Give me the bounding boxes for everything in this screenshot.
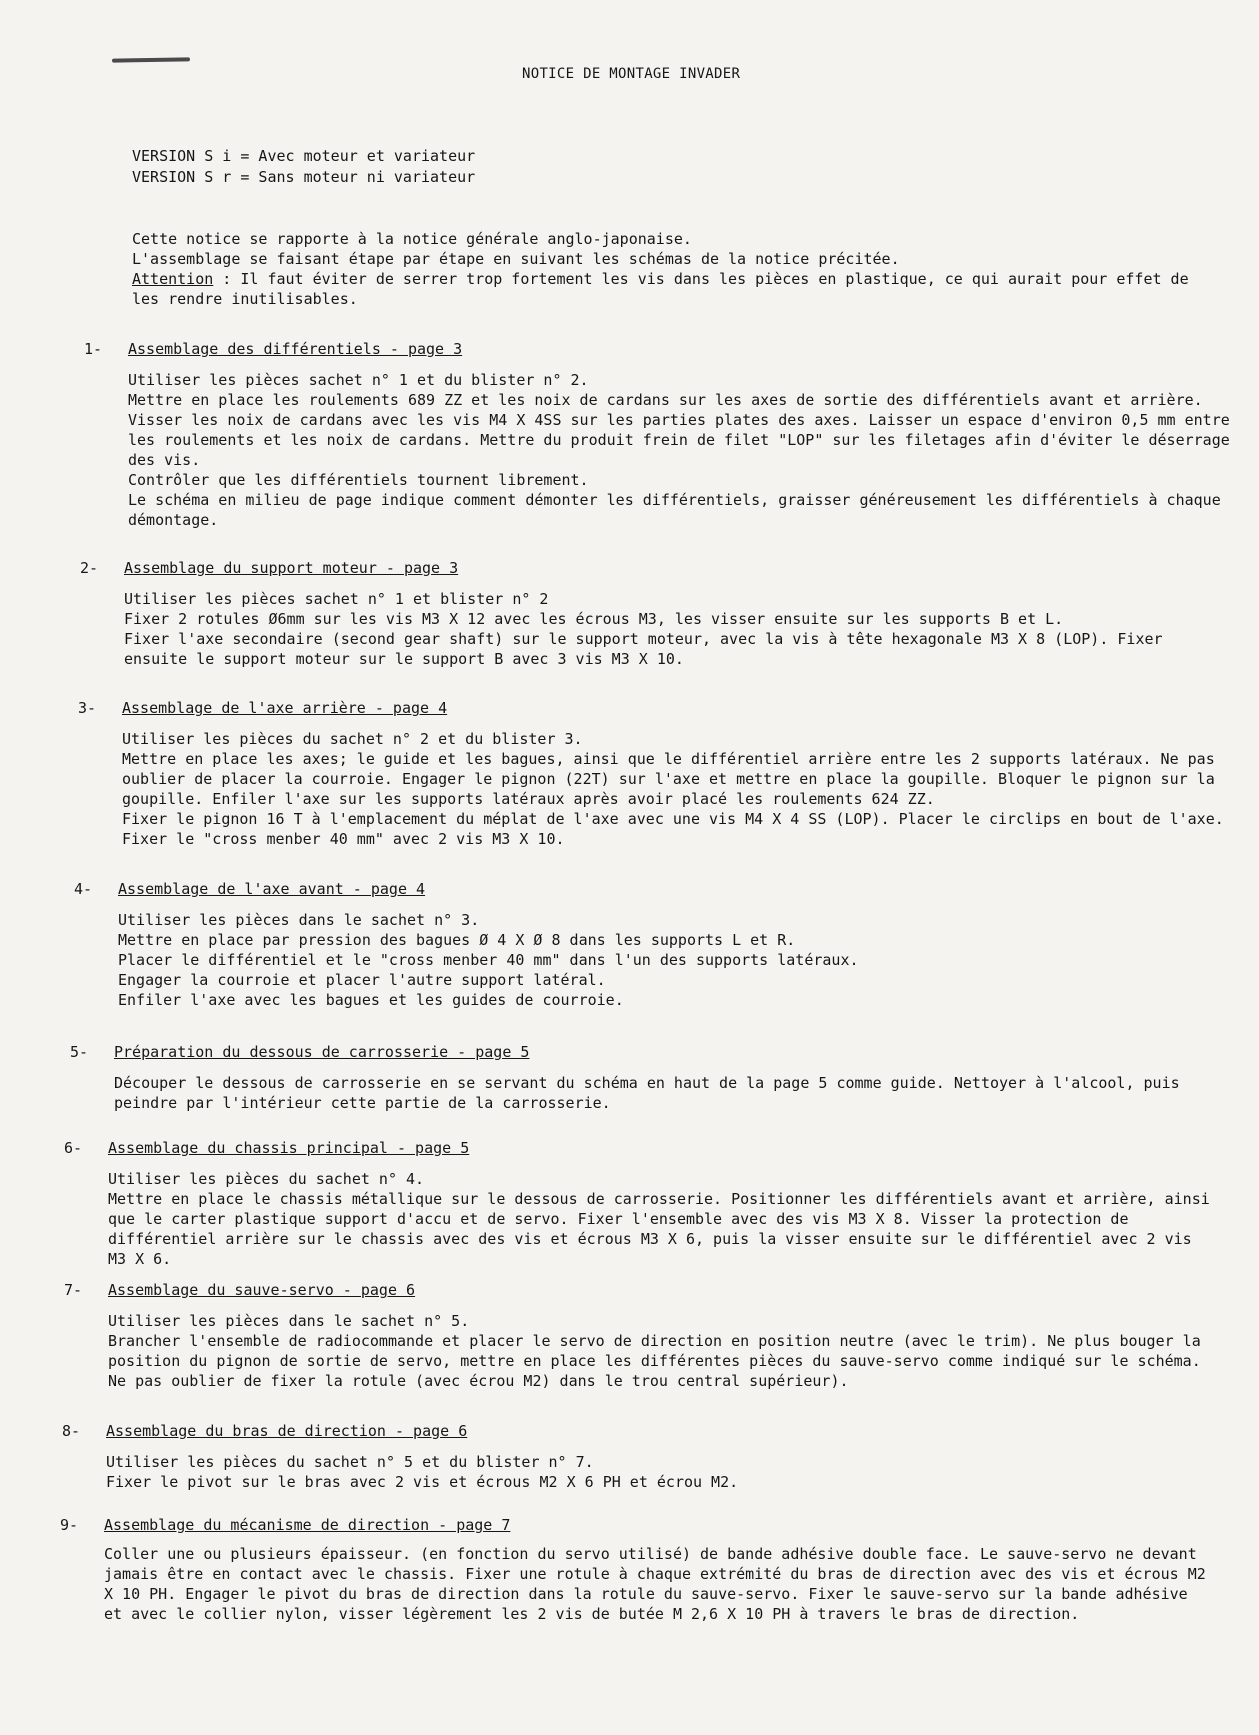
section-body bbox=[114, 1073, 1224, 1113]
section-title: Assemblage du bras de direction - page 6 bbox=[106, 1422, 468, 1440]
section-title: Assemblage de l'axe avant - page 4 bbox=[118, 880, 426, 898]
section-line: Fixer 2 rotules Ø6mm sur les vis M3 X 12 avec les écrous M3, les visser ensuite sur les supports B et L. bbox=[124, 610, 1064, 628]
section-title: Assemblage du chassis principal - page 5 bbox=[108, 1139, 470, 1157]
intro-line: L'assemblage se faisant étape par étape en suivant les schémas de la notice précitée. bbox=[132, 250, 900, 268]
intro-block bbox=[132, 229, 1192, 309]
section-line: Le schéma en milieu de page indique comment démonter les différentiels, graisser généreusement les différentiels à chaque démontage. bbox=[128, 491, 1221, 529]
ink-mark bbox=[112, 57, 190, 62]
section-line: Fixer l'axe secondaire (second gear shaft) sur le support moteur, avec la vis à tête hexagonale M3 X 8 (LOP). Fixer ensuite le support moteur sur le support B avec 3 vis M3 X 10. bbox=[124, 630, 1163, 668]
section-line: Mettre en place les axes; le guide et les bagues, ainsi que le différentiel arrière entre les 2 supports latéraux. Ne pas oublier de placer la courroie. Engager le pignon (22T) sur l'axe et mettre en place la goupille. Bloquer le pignon sur la goupille. Enfiler l'axe sur les supports latéraux après avoir placé les roulements 624 ZZ. bbox=[122, 750, 1215, 808]
section-title: Assemblage du sauve-servo - page 6 bbox=[108, 1281, 416, 1299]
section-line: Utiliser les pièces du sachet n° 5 et du blister n° 7. bbox=[106, 1453, 594, 1471]
section-number: 1- bbox=[84, 340, 103, 358]
section-body bbox=[106, 1452, 1216, 1492]
intro-line: Cette notice se rapporte à la notice générale anglo-japonaise. bbox=[132, 230, 692, 248]
section-line: Utiliser les pièces dans le sachet n° 5. bbox=[108, 1312, 470, 1330]
version-sr: VERSION S r = Sans moteur ni variateur bbox=[132, 168, 476, 186]
section-line: Mettre en place par pression des bagues Ø 4 X Ø 8 dans les supports L et R. bbox=[118, 931, 796, 949]
section-body bbox=[108, 1169, 1218, 1269]
attention-paragraph bbox=[132, 269, 1192, 309]
attention-label: Attention bbox=[132, 270, 214, 288]
section-line: Visser les noix de cardans avec les vis M4 X 4SS sur les parties plates des axes. Laisser un espace d'environ 0,5 mm entre les roulements et les noix de cardans. Mettre du produit frein de filet "LOP" sur les filetages afin d'éviter le déserrage des vis. bbox=[128, 411, 1230, 469]
section-body bbox=[124, 589, 1234, 669]
section-title: Assemblage du support moteur - page 3 bbox=[124, 559, 459, 577]
section-number: 6- bbox=[64, 1139, 83, 1157]
versions-block bbox=[132, 146, 475, 188]
section-line: Utiliser les pièces du sachet n° 2 et du blister 3. bbox=[122, 730, 583, 748]
page-title: NOTICE DE MONTAGE INVADER bbox=[522, 66, 741, 82]
section-title: Assemblage du mécanisme de direction - page 7 bbox=[104, 1516, 511, 1534]
section-number: 7- bbox=[64, 1281, 83, 1299]
section-line: Découper le dessous de carrosserie en se servant du schéma en haut de la page 5 comme guide. Nettoyer à l'alcool, puis peindre par l'intérieur cette partie de la carrosserie. bbox=[114, 1074, 1180, 1112]
section-number: 3- bbox=[78, 699, 97, 717]
section-line: Contrôler que les différentiels tournent librement. bbox=[128, 471, 589, 489]
version-si: VERSION S i = Avec moteur et variateur bbox=[132, 147, 476, 165]
section-line: Engager la courroie et placer l'autre support latéral. bbox=[118, 971, 606, 989]
attention-text: : Il faut éviter de serrer trop fortement les vis dans les pièces en plastique, ce qui aurait pour effet de les rendre inutilisables. bbox=[132, 270, 1189, 308]
section-line: Coller une ou plusieurs épaisseur. (en fonction du servo utilisé) de bande adhésive double face. Le sauve-servo ne devant jamais être en contact avec le chassis. Fixer une rotule à chaque extrémité du bras de direction avec des vis et écrous M2 X 10 PH. Engager le pivot du bras de direction dans la rotule du sauve-servo. Fixer le sauve-servo sur la bande adhésive et avec le collier nylon, visser légèrement les 2 vis de butée M 2,6 X 10 PH à travers le bras de direction. bbox=[104, 1545, 1206, 1623]
section-line: Fixer le pivot sur le bras avec 2 vis et écrous M2 X 6 PH et écrou M2. bbox=[106, 1473, 739, 1491]
section-line: Placer le différentiel et le "cross menber 40 mm" dans l'un des supports latéraux. bbox=[118, 951, 859, 969]
section-title: Assemblage des différentiels - page 3 bbox=[128, 340, 463, 358]
section-line: Brancher l'ensemble de radiocommande et placer le servo de direction en position neutre (avec le trim). Ne plus bouger la position du pignon de sortie de servo, mettre en place les différentes pièces du sauve-servo comme indiqué sur le schéma. Ne pas oublier de fixer la rotule (avec écrou M2) dans le trou central supérieur). bbox=[108, 1332, 1201, 1390]
section-line: Mettre en place les roulements 689 ZZ et les noix de cardans sur les axes de sortie des différentiels avant et arrière. bbox=[128, 391, 1203, 409]
section-line: Fixer le pignon 16 T à l'emplacement du méplat de l'axe avec une vis M4 X 4 SS (LOP). Placer le circlips en bout de l'axe. Fixer le "cross menber 40 mm" avec 2 vis M3 X 10. bbox=[122, 810, 1224, 848]
section-body bbox=[108, 1311, 1218, 1391]
section-line: Mettre en place le chassis métallique sur le dessous de carrosserie. Positionner les différentiels avant et arrière, ainsi que le carter plastique support d'accu et de servo. Fixer l'ensemble avec des vis M3 X 8. Visser la protection de différentiel arrière sur le chassis avec des vis et écrous M3 X 6, puis la visser ensuite sur le différentiel avec 2 vis M3 X 6. bbox=[108, 1190, 1210, 1268]
section-number: 9- bbox=[60, 1516, 79, 1534]
section-line: Utiliser les pièces du sachet n° 4. bbox=[108, 1170, 425, 1188]
section-number: 2- bbox=[80, 559, 99, 577]
section-body bbox=[104, 1544, 1214, 1624]
section-number: 8- bbox=[62, 1422, 81, 1440]
section-body bbox=[122, 729, 1232, 849]
section-line: Utiliser les pièces sachet n° 1 et blister n° 2 bbox=[124, 590, 549, 608]
section-title: Assemblage de l'axe arrière - page 4 bbox=[122, 699, 448, 717]
section-line: Enfiler l'axe avec les bagues et les guides de courroie. bbox=[118, 991, 624, 1009]
section-line: Utiliser les pièces sachet n° 1 et du blister n° 2. bbox=[128, 371, 589, 389]
section-number: 4- bbox=[74, 880, 93, 898]
section-title: Préparation du dessous de carrosserie - page 5 bbox=[114, 1043, 530, 1061]
section-number: 5- bbox=[70, 1043, 89, 1061]
section-line: Utiliser les pièces dans le sachet n° 3. bbox=[118, 911, 480, 929]
section-body bbox=[128, 370, 1238, 530]
section-body bbox=[118, 910, 1228, 1010]
